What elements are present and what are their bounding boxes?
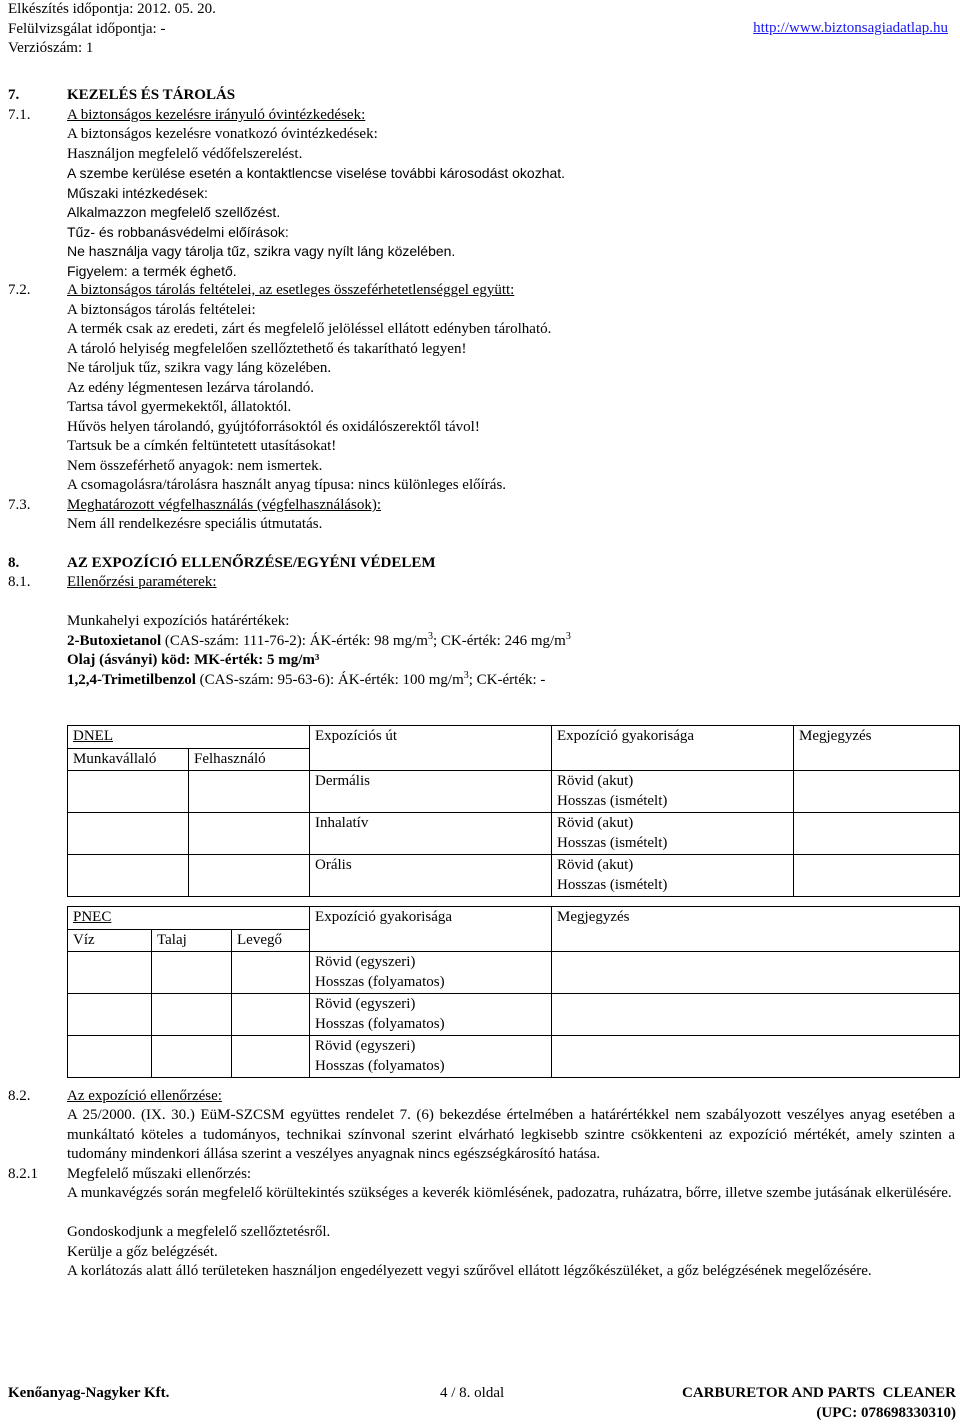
table-row: [68, 855, 960, 897]
cell-text: Rövid (egyszeri): [315, 1038, 416, 1054]
table-row: [68, 726, 960, 749]
footer-upc: (UPC: 078698330310): [816, 1404, 956, 1421]
text-line: Gondoskodjunk a megfelelő szellőztetésről.: [67, 1224, 331, 1240]
cell-text: Rövid (egyszeri): [315, 996, 416, 1012]
cell-text: Hosszas (folyamatos): [315, 1015, 445, 1032]
section-7-1-title: A biztonságos kezelésre irányuló óvintézkedések:: [67, 107, 366, 123]
text-line: Tartsuk be a címkén feltüntetett utasításokat!: [67, 438, 337, 454]
cell-text: Dermális: [315, 773, 370, 789]
cell-text: Orális: [315, 857, 352, 873]
table-cell: [552, 813, 794, 855]
limit-line-1: [67, 632, 571, 652]
section-8-1-title: Ellenőrzési paraméterek:: [67, 574, 217, 590]
section-7-1-number: 7.1.: [8, 107, 31, 123]
page-header: [0, 0, 960, 80]
table-cell: [152, 1036, 232, 1078]
table-cell: [552, 1036, 960, 1078]
pnec-sub-soil: Talaj: [152, 929, 232, 952]
table-cell: [310, 813, 552, 855]
pnec-sub-air: Levegő: [232, 929, 310, 952]
table-cell: [310, 771, 552, 813]
table-row: [68, 1036, 960, 1078]
text-line: Nem áll rendelkezésre speciális útmutatás.: [67, 516, 323, 532]
text-line: Kerülje a gőz belégzését.: [67, 1244, 218, 1260]
table-cell: [310, 1036, 552, 1078]
table-cell: [189, 855, 310, 897]
header-meta: [8, 0, 216, 59]
table-cell: [310, 994, 552, 1036]
dnel-sub-user: Felhasználó: [189, 748, 310, 771]
dnel-col-note: Megjegyzés: [794, 726, 960, 771]
cell-text: Hosszas (ismételt): [557, 876, 668, 893]
text-line: Az edény légmentesen lezárva tárolandó.: [67, 380, 314, 396]
limit-value: ; CK-érték: 246 mg/m: [432, 633, 566, 649]
section-8-2-1-title: Megfelelő műszaki ellenőrzés:: [67, 1166, 252, 1182]
text-line: A biztonságos kezelésre vonatkozó óvintézkedések:: [67, 126, 378, 142]
dnel-title: DNEL: [68, 726, 310, 749]
text-line: Tűz- és robbanásvédelmi előírások:: [67, 224, 289, 240]
table-cell: [189, 771, 310, 813]
text-line: Ne tároljuk tűz, szikra vagy láng közelében.: [67, 360, 332, 376]
table-cell: [68, 952, 152, 994]
text-line: A termék csak az eredeti, zárt és megfelelő jelöléssel ellátott edényben tárolható.: [67, 321, 552, 337]
paragraph: A 25/2000. (IX. 30.) EüM-SZCSM együttes rendelet 7. (6) bekezdése értelmében a határértékkel nem szabályozott veszélyes anyag esetében a munkáltató köteles a tudományos, technikai színvonal szerint elvárható legkisebb szintre csökkenteni az expozíció mértékét, amely szinten a tudomány mindenkori állása szerint a veszélyes anyagnak nincs egészségkárosító hatása.: [67, 1107, 955, 1162]
table-cell: [152, 994, 232, 1036]
section-8-2-number: 8.2.: [8, 1088, 31, 1104]
superscript: 3: [565, 631, 571, 642]
table-cell: [552, 855, 794, 897]
cell-text: Rövid (egyszeri): [315, 954, 416, 970]
text-line: A szembe kerülése esetén a kontaktlencse viselése további károsodást okozhat.: [67, 165, 566, 181]
section-8-number: 8.: [8, 555, 20, 571]
superscript: 3: [427, 631, 433, 642]
footer-product: [682, 1384, 956, 1423]
section-8-2-1-number: 8.2.1: [8, 1166, 38, 1182]
table-cell: [794, 771, 960, 813]
table-cell: [152, 952, 232, 994]
section-7-2-number: 7.2.: [8, 282, 31, 298]
table-row: [68, 994, 960, 1036]
table-cell: [794, 813, 960, 855]
header-website-link[interactable]: http://www.biztonsagiadatlap.hu: [753, 20, 948, 36]
table-row: [68, 952, 960, 994]
section-7-2-title: A biztonságos tárolás feltételei, az esetleges összeférhetetlenséggel együtt:: [67, 282, 515, 298]
pnec-sub-water: Víz: [68, 929, 152, 952]
cell-text: Hosszas (ismételt): [557, 834, 668, 851]
pnec-col-note: Megjegyzés: [552, 907, 960, 952]
table-cell: [189, 813, 310, 855]
limit-line-2: Olaj (ásványi) köd: MK-érték: 5 mg/m³: [67, 652, 320, 668]
limit-value: (CAS-szám: 95-63-6): ÁK-érték: 100 mg/m: [195, 672, 464, 688]
text-line: A biztonságos tárolás feltételei:: [67, 302, 256, 318]
dnel-table: [67, 725, 960, 897]
text-line: Alkalmazzon megfelelő szellőzést.: [67, 204, 281, 220]
section-7-3-number: 7.3.: [8, 497, 31, 513]
pnec-title: PNEC: [68, 907, 310, 930]
table-cell: [68, 1036, 152, 1078]
substance-name: 1,2,4-Trimetilbenzol: [67, 672, 196, 688]
section-8-1-number: 8.1.: [8, 574, 31, 590]
footer-company: Kenőanyag-Nagyker Kft.: [8, 1385, 170, 1401]
table-cell: [68, 994, 152, 1036]
dnel-col-route: Expozíciós út: [310, 726, 552, 771]
table-row: [68, 813, 960, 855]
text-line: A tároló helyiség megfelelően szellőztethető és takarítható legyen!: [67, 341, 467, 357]
table-cell: [552, 771, 794, 813]
table-cell: [232, 994, 310, 1036]
table-cell: [232, 952, 310, 994]
limit-value: (CAS-szám: 111-76-2): ÁK-érték: 98 mg/m: [161, 633, 428, 649]
pnec-col-freq: Expozíció gyakorisága: [310, 907, 552, 952]
table-cell: [552, 952, 960, 994]
text-line: Használjon megfelelő védőfelszerelést.: [67, 146, 303, 162]
text-line: Nem összeférhető anyagok: nem ismertek.: [67, 458, 323, 474]
limit-line-3: [67, 671, 545, 691]
footer-page-number: 4 / 8. oldal: [440, 1385, 505, 1401]
cell-text: Hosszas (ismételt): [557, 792, 668, 809]
text-line: Tartsa távol gyermekektől, állatoktól.: [67, 399, 292, 415]
header-revised: Felülvizsgálat időpontja: -: [8, 20, 166, 37]
table-row: [68, 771, 960, 813]
text-line: A csomagolásra/tárolásra használt anyag típusa: nincs különleges előírás.: [67, 477, 507, 493]
table-cell: [552, 994, 960, 1036]
table-cell: [310, 952, 552, 994]
header-created: Elkészítés időpontja: 2012. 05. 20.: [8, 1, 216, 17]
text-line: Ne használja vagy tárolja tűz, szikra vagy nyílt láng közelében.: [67, 243, 456, 259]
section-7-number: 7.: [8, 87, 20, 103]
cell-text: Inhalatív: [315, 815, 369, 831]
table-cell: [68, 771, 189, 813]
cell-text: Hosszas (folyamatos): [315, 973, 445, 990]
section-8-2-title: Az expozíció ellenőrzése:: [67, 1088, 222, 1104]
table-cell: [68, 813, 189, 855]
footer-product-name: CARBURETOR AND PARTS CLEANER: [682, 1385, 956, 1401]
cell-text: Hosszas (folyamatos): [315, 1057, 445, 1074]
section-7-title: KEZELÉS ÉS TÁROLÁS: [67, 87, 236, 103]
text-line: Műszaki intézkedések:: [67, 185, 208, 201]
table-row: [68, 907, 960, 930]
table-cell: [68, 855, 189, 897]
paragraph: A munkavégzés során megfelelő körültekintés szükséges a keverék kiömlésének, padozatra, ruházatra, bőrre, illetve szembe jutásának elkerülésére.: [67, 1185, 952, 1201]
table-cell: [310, 855, 552, 897]
text-line: Figyelem: a termék éghető.: [67, 263, 237, 279]
cell-text: Rövid (akut): [557, 815, 634, 831]
dnel-col-freq: Expozíció gyakorisága: [552, 726, 794, 771]
section-8-title: AZ EXPOZÍCIÓ ELLENŐRZÉSE/EGYÉNI VÉDELEM: [67, 555, 436, 571]
section-7-3-title: Meghatározott végfelhasználás (végfelhasználások):: [67, 497, 382, 513]
cell-text: Rövid (akut): [557, 857, 634, 873]
cell-text: Rövid (akut): [557, 773, 634, 789]
table-cell: [794, 855, 960, 897]
header-version: Verziószám: 1: [8, 40, 94, 56]
pnec-table: [67, 906, 960, 1078]
substance-name: 2-Butoxietanol: [67, 633, 162, 649]
limits-heading: Munkahelyi expozíciós határértékek:: [67, 613, 290, 629]
dnel-sub-worker: Munkavállaló: [68, 748, 189, 771]
paragraph: A korlátozás alatt álló területeken használjon engedélyezett vegyi szűrővel ellátott légzőkészüléket, a gőz belégzésének megelőzésére.: [67, 1263, 872, 1279]
table-cell: [232, 1036, 310, 1078]
limit-value: ; CK-érték: -: [468, 672, 546, 688]
text-line: Hűvös helyen tárolandó, gyújtóforrásoktól és oxidálószerektől távol!: [67, 419, 480, 435]
superscript: 3: [463, 670, 469, 681]
